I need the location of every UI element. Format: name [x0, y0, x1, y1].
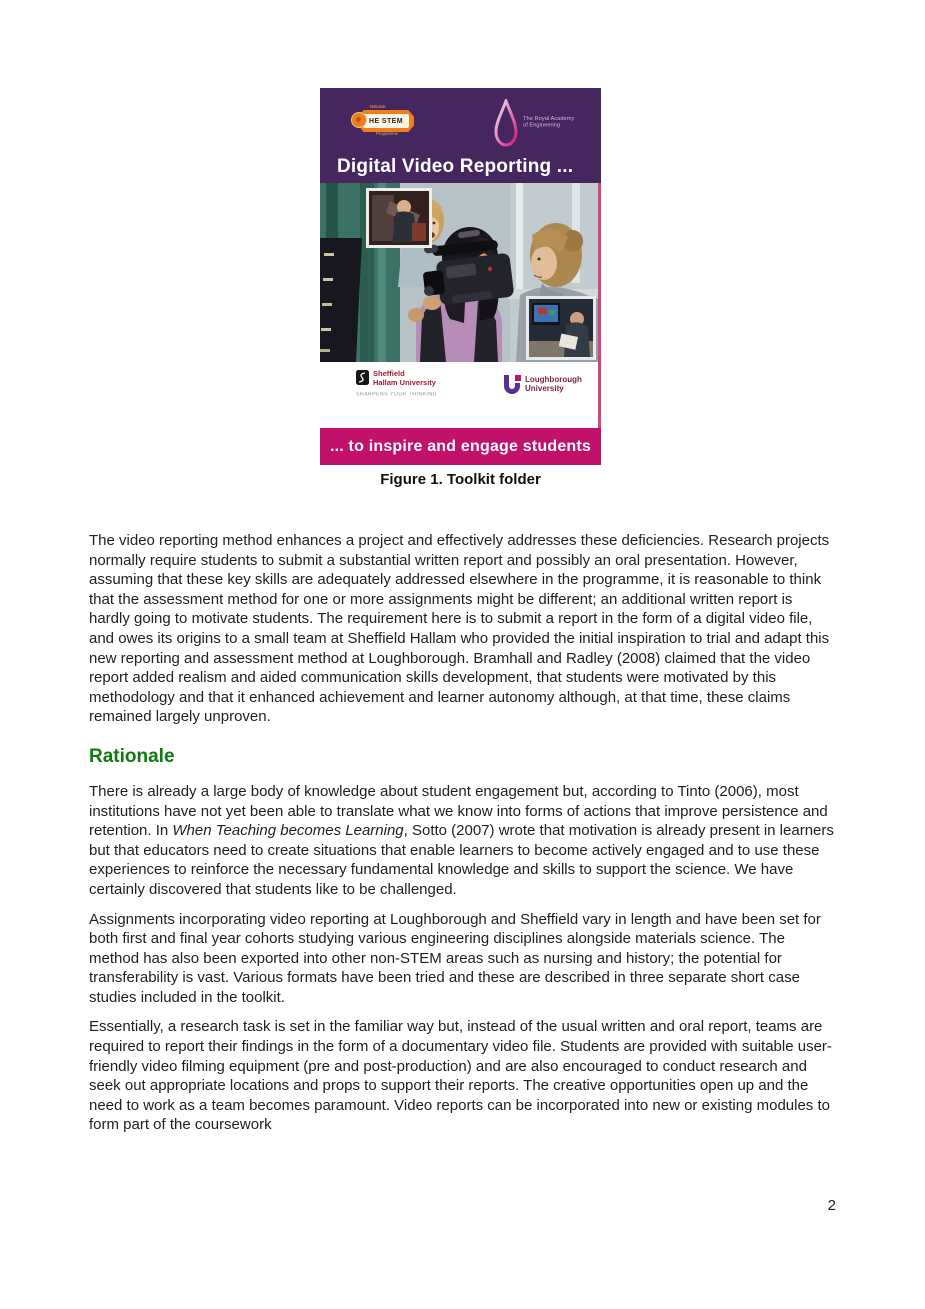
- shu-tagline: SHARPENS YOUR THINKING: [356, 392, 438, 398]
- figure-header: [320, 88, 601, 183]
- shu-mark-icon: [356, 370, 369, 385]
- document-body: [89, 531, 837, 1145]
- figure-toolkit-folder: [320, 88, 601, 488]
- hestem-gear-icon: [351, 112, 367, 128]
- lboro-name-line2: University: [525, 384, 564, 393]
- paragraph-2-part-b: , Sotto (2007) wrote that motivation is already present in learners but that educators need to create situations that enable learners to become actively engaged and to use these experiences to reinforce the necessary fundamental knowledge and skills to support the science. We have certainly discovered that students like to be challenged.: [89, 822, 834, 898]
- he-stem-logo: [354, 105, 416, 137]
- paragraph-3: Assignments incorporating video reporting at Loughborough and Sheffield vary in length and have been set for both first and final year cohorts studying various engineering disciplines alongside materials science. The method has also been exported into other non-STEM areas such as nursing and history; the potential for transferability is vast. Various formats have been tried and these are described in three separate short case studies included in the toolkit.: [89, 910, 821, 1006]
- lboro-name-line1: Loughborough: [525, 375, 582, 384]
- rae-logo: [493, 99, 593, 151]
- inset-photo-top-left: [366, 188, 432, 248]
- page-number: 2: [827, 1197, 836, 1214]
- he-stem-national-label: National: [370, 105, 386, 110]
- paragraph-2: [89, 782, 837, 900]
- shu-name-line2: Hallam University: [373, 377, 436, 387]
- he-stem-label: HE STEM: [363, 114, 409, 128]
- rae-text-line2: of Engineering: [523, 122, 561, 129]
- paragraph-1: The video reporting method enhances a project and effectively addresses these deficiencies. Research projects normally require students to submit a substantial written report and possibly an oral presentation. However, assuming that these key skills are adequately addressed elsewhere in the programme, it is reasonable to think that the assessment method for one or more assignments might be different; an additional written report is hardly going to motivate students. The requirement here is to submit a report in the form of a digital video file, and owes its origins to a small team at Sheffield Hallam who provided the initial inspiration to trial and adapt this new reporting and assessment method at Loughborough. Bramhall and Radley (2008) claimed that the video report added realism and aided communication skills development, that students were motivated by this methodology and that it enhanced achievement and learner autonomy although, at that time, these claims remained largely unproven.: [89, 532, 830, 726]
- rae-teardrop-icon: [493, 99, 519, 149]
- shu-name-line1: Sheffield: [373, 369, 405, 378]
- he-stem-programme-label: Programme: [376, 132, 398, 137]
- toolkit-cover-photo: [320, 183, 601, 362]
- lboro-mark-icon: [503, 375, 521, 395]
- paragraph-4: Essentially, a research task is set in the familiar way but, instead of the usual written and oral report, teams are required to report their findings in the form of a documentary video file. Students are provided with suitable user-friendly video filming equipment (pre and post-production) and are also encouraged to conduct research and seek out appropriate locations and props to support their reports. The creative opportunities open up and the need to work as a team becomes paramount. Video reports can be incorporated into new or existing modules to form part of the coursework: [89, 1018, 832, 1134]
- sheffield-hallam-logo: [356, 370, 451, 398]
- figure-banner: ... to inspire and engage students: [320, 428, 601, 465]
- section-heading-rationale: Rationale: [89, 745, 175, 767]
- figure-title: Digital Video Reporting ...: [337, 156, 574, 177]
- paragraph-2-book-title: When Teaching becomes Learning: [172, 822, 404, 840]
- figure-logo-band: [320, 362, 601, 428]
- paragraph-2-part-a: There is already a large body of knowledge about student engagement but, according to Tinto (2006), most institutions have not yet been able to translate what we know into forms of actions that improve persistence and retention. In: [89, 782, 828, 840]
- rae-text-line1: The Royal Academy: [523, 116, 575, 122]
- inset-photo-bottom-right: [526, 296, 596, 360]
- loughborough-logo: [503, 375, 582, 395]
- students-filming-photo: [320, 183, 598, 362]
- figure-caption: Figure 1. Toolkit folder: [380, 471, 541, 488]
- dark-equipment: [320, 238, 362, 362]
